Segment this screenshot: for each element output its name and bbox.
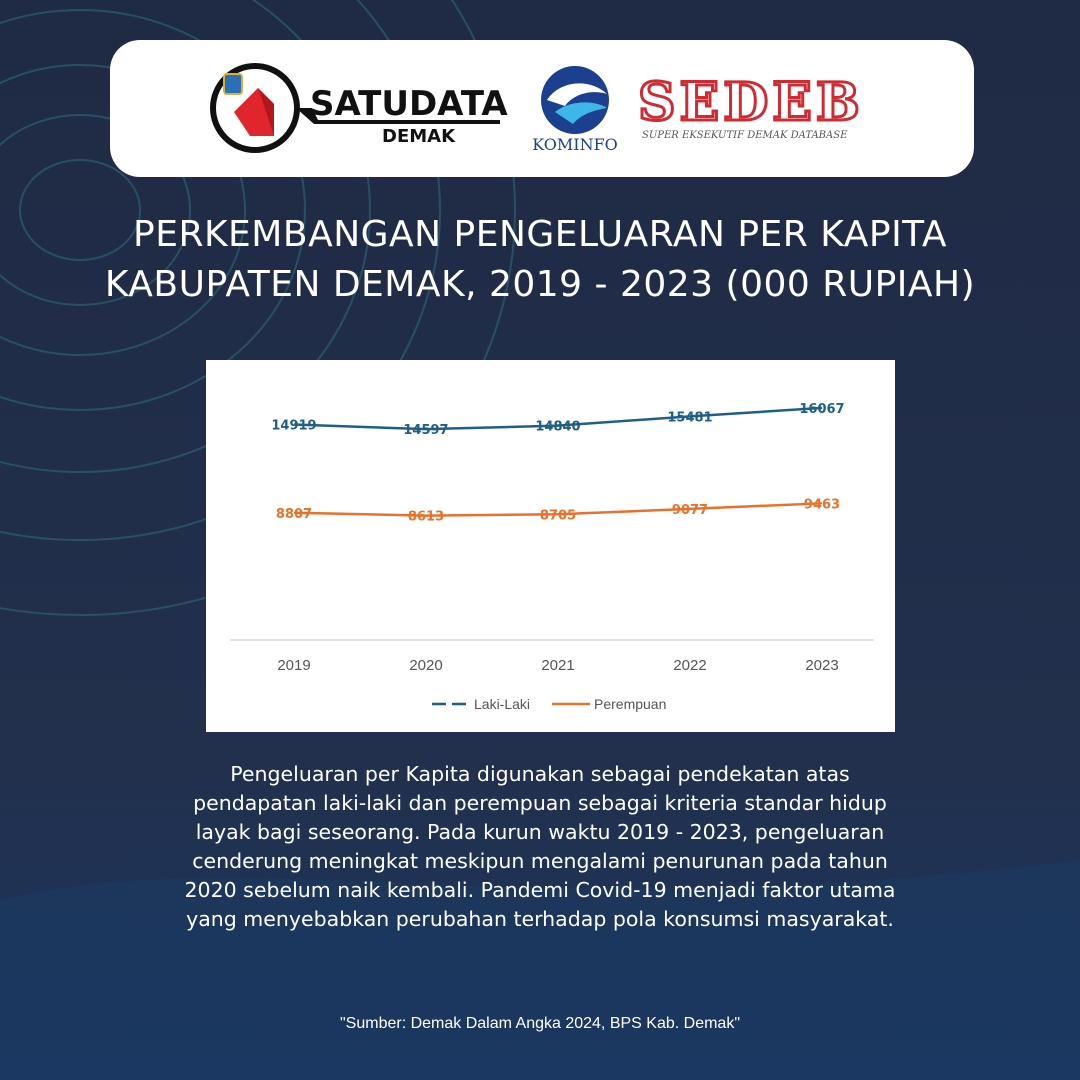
header-logo-card: [110, 40, 974, 177]
description-line-5: 2020 sebelum naik kembali. Pandemi Covid-19 menjadi faktor utama: [184, 878, 896, 902]
x-tick-label-2023: 2023: [805, 657, 839, 674]
description-text: [100, 760, 980, 934]
sedeb-subtitle: SUPER EKSEKUTIF DEMAK DATABASE: [642, 130, 848, 141]
description-line-2: pendapatan laki-laki dan perempuan sebagai kriteria standar hidup: [193, 791, 887, 815]
data-label-perempuan-2020: 8613: [407, 509, 445, 525]
description-line-1: Pengeluaran per Kapita digunakan sebagai pendekatan atas: [230, 762, 850, 786]
description-line-3: layak bagi seseorang. Pada kurun waktu 2019 - 2023, pengeluaran: [195, 820, 885, 844]
description-line-4: cenderung meningkat meskipun mengalami penurunan pada tahun: [192, 849, 888, 873]
x-tick-label-2022: 2022: [673, 657, 707, 674]
data-label-laki-laki-2019: 14919: [271, 418, 317, 434]
legend-label-perempuan: Perempuan: [594, 696, 667, 712]
source-citation: "Sumber: Demak Dalam Angka 2024, BPS Kab. Demak": [340, 1015, 740, 1032]
x-tick-label-2019: 2019: [277, 657, 311, 674]
data-label-perempuan-2019: 8807: [275, 506, 313, 522]
satudata-demak-logo: [210, 60, 510, 160]
page-title: [40, 210, 1040, 310]
data-label-laki-laki-2023: 16067: [799, 401, 845, 417]
chart-card: [206, 360, 895, 732]
title-line-2: KABUPATEN DEMAK, 2019 - 2023 (000 RUPIAH): [104, 264, 976, 305]
sedeb-logo: [638, 70, 868, 150]
data-label-perempuan-2023: 9463: [803, 497, 841, 513]
data-label-laki-laki-2022: 15481: [667, 410, 713, 426]
data-label-perempuan-2021: 8705: [539, 508, 577, 524]
x-tick-label-2021: 2021: [541, 657, 575, 674]
x-tick-label-2020: 2020: [409, 657, 443, 674]
satudata-wordmark: SATUDATA: [310, 84, 508, 124]
sedeb-wordmark: SEDEB: [638, 72, 864, 133]
title-line-1: PERKEMBANGAN PENGELUARAN PER KAPITA: [132, 214, 948, 255]
legend-label-laki-laki: Laki-Laki: [474, 696, 531, 712]
line-chart: [206, 360, 895, 732]
data-label-laki-laki-2021: 14840: [535, 419, 581, 435]
demak-wordmark: DEMAK: [382, 126, 456, 147]
data-label-perempuan-2022: 9077: [671, 502, 709, 518]
kominfo-logo: [525, 60, 625, 160]
description-line-6: yang menyebabkan perubahan terhadap pola konsumsi masyarakat.: [186, 907, 894, 931]
data-label-laki-laki-2020: 14597: [403, 423, 449, 439]
kominfo-wordmark: KOMINFO: [532, 135, 618, 154]
